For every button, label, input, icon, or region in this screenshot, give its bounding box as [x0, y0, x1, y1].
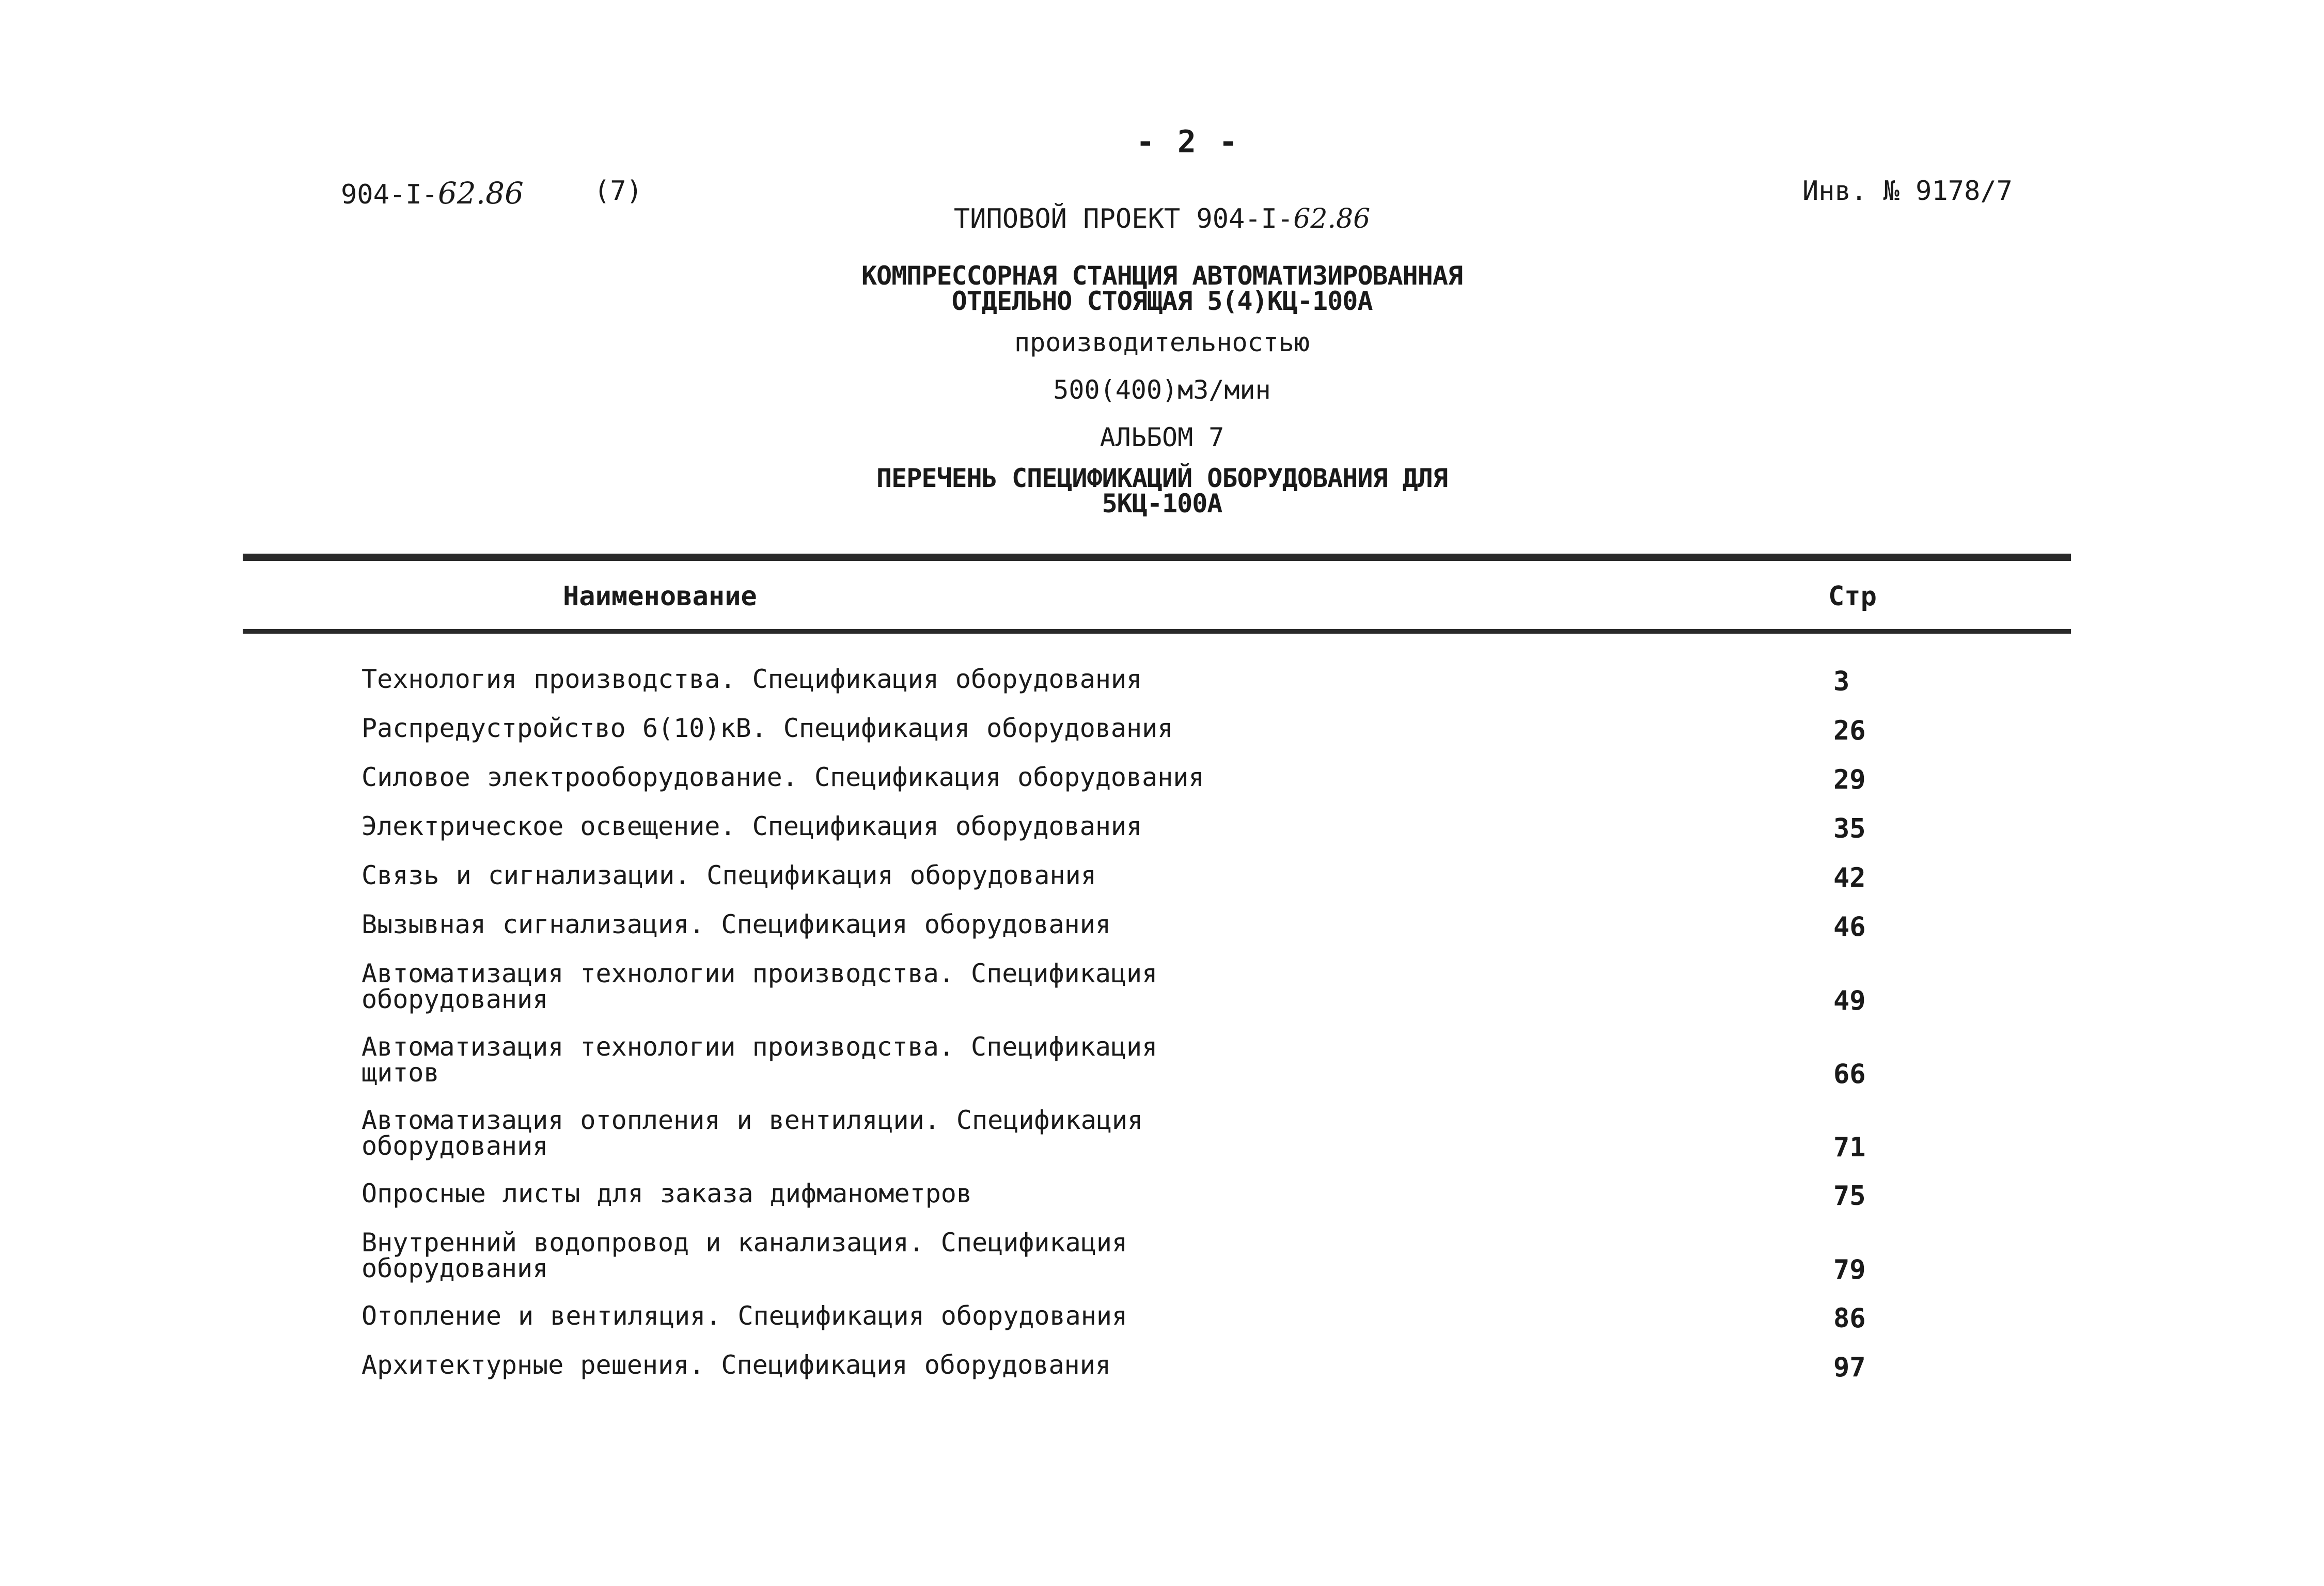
- item-title: Силовое электрооборудование. Спецификация оборудования: [362, 762, 1204, 792]
- table-top-rule: [243, 554, 2071, 561]
- list-item: [362, 961, 1911, 1034]
- item-page: 42: [1833, 862, 1866, 893]
- item-title: Автоматизация технологии производства. Спецификация щитов: [362, 1032, 1158, 1088]
- list-item: [362, 666, 1911, 715]
- inventory-number: Инв. № 9178/7: [1802, 176, 2013, 207]
- item-title: Архитектурные решения. Спецификация оборудования: [362, 1350, 1111, 1380]
- item-title: Опросные листы для заказа дифманометров: [362, 1179, 972, 1208]
- contents-list: [362, 666, 1911, 1401]
- project-title-handwritten: 62.86: [1293, 203, 1371, 234]
- item-page: 46: [1833, 912, 1866, 943]
- list-item: [362, 862, 1911, 912]
- album-label: АЛЬБОМ 7: [1100, 422, 1224, 452]
- list-item: [362, 909, 1911, 961]
- sheet-mark: (7): [594, 176, 642, 207]
- list-item: [362, 1303, 1911, 1352]
- item-page: 66: [1833, 1059, 1866, 1090]
- list-item: [362, 715, 1911, 764]
- item-page: 49: [1833, 985, 1866, 1016]
- station-title-line-2: ОТДЕЛЬНО СТОЯЩАЯ 5(4)КЦ-100А: [951, 286, 1373, 316]
- list-item: [362, 1230, 1911, 1303]
- item-title: Автоматизация отопления и вентиляции. Спецификация оборудования: [362, 1105, 1143, 1161]
- page-number: - 2 -: [1136, 124, 1240, 160]
- list-item: [362, 1107, 1911, 1181]
- list-item: [362, 1352, 1911, 1401]
- item-page: 26: [1833, 715, 1866, 746]
- column-header-page: Стр: [1828, 581, 1877, 612]
- item-page: 3: [1833, 666, 1850, 697]
- item-page: 35: [1833, 813, 1866, 844]
- item-title: Автоматизация технологии производства. Спецификация оборудования: [362, 959, 1158, 1014]
- project-title: [775, 203, 1549, 234]
- list-item: [362, 764, 1911, 813]
- item-title: Отопление и вентиляция. Спецификация оборудования: [362, 1301, 1128, 1331]
- station-title-line-1: КОМПРЕССОРНАЯ СТАНЦИЯ АВТОМАТИЗИРОВАННАЯ: [861, 261, 1463, 291]
- list-item: [362, 1034, 1911, 1107]
- item-title: Распредустройство 6(10)кВ. Спецификация оборудования: [362, 713, 1173, 743]
- document-code-handwritten: 62.86: [437, 176, 524, 211]
- item-page: 71: [1833, 1132, 1866, 1163]
- project-title-prefix: ТИПОВОЙ ПРОЕКТ 904-I-: [953, 203, 1294, 234]
- item-title: Технология производства. Спецификация оборудования: [362, 664, 1142, 694]
- item-title: Электрическое освещение. Спецификация оборудования: [362, 811, 1142, 841]
- column-header-name: Наименование: [563, 581, 757, 612]
- list-title-line-2: 5КЦ-100А: [1102, 489, 1222, 519]
- capacity-value: 500(400)м3/мин: [1053, 375, 1271, 405]
- title-block: [775, 196, 1549, 519]
- item-title: Внутренний водопровод и канализация. Спецификация оборудования: [362, 1228, 1128, 1283]
- item-page: 75: [1833, 1181, 1866, 1212]
- item-page: 97: [1833, 1352, 1866, 1383]
- item-page: 86: [1833, 1303, 1866, 1334]
- capacity-label: производительностью: [1014, 327, 1310, 357]
- item-title: Вызывная сигнализация. Спецификация оборудования: [362, 909, 1111, 939]
- list-item: [362, 813, 1911, 862]
- item-title: Связь и сигнализации. Спецификация оборудования: [362, 860, 1096, 890]
- document-code: [341, 176, 524, 211]
- list-item: [362, 1181, 1911, 1230]
- list-title-line-1: ПЕРЕЧЕНЬ СПЕЦИФИКАЦИЙ ОБОРУДОВАНИЯ ДЛЯ: [876, 463, 1448, 493]
- item-page: 79: [1833, 1254, 1866, 1285]
- table-header-rule: [243, 629, 2071, 634]
- document-code-prefix: 904-I-: [341, 179, 438, 210]
- item-page: 29: [1833, 764, 1866, 795]
